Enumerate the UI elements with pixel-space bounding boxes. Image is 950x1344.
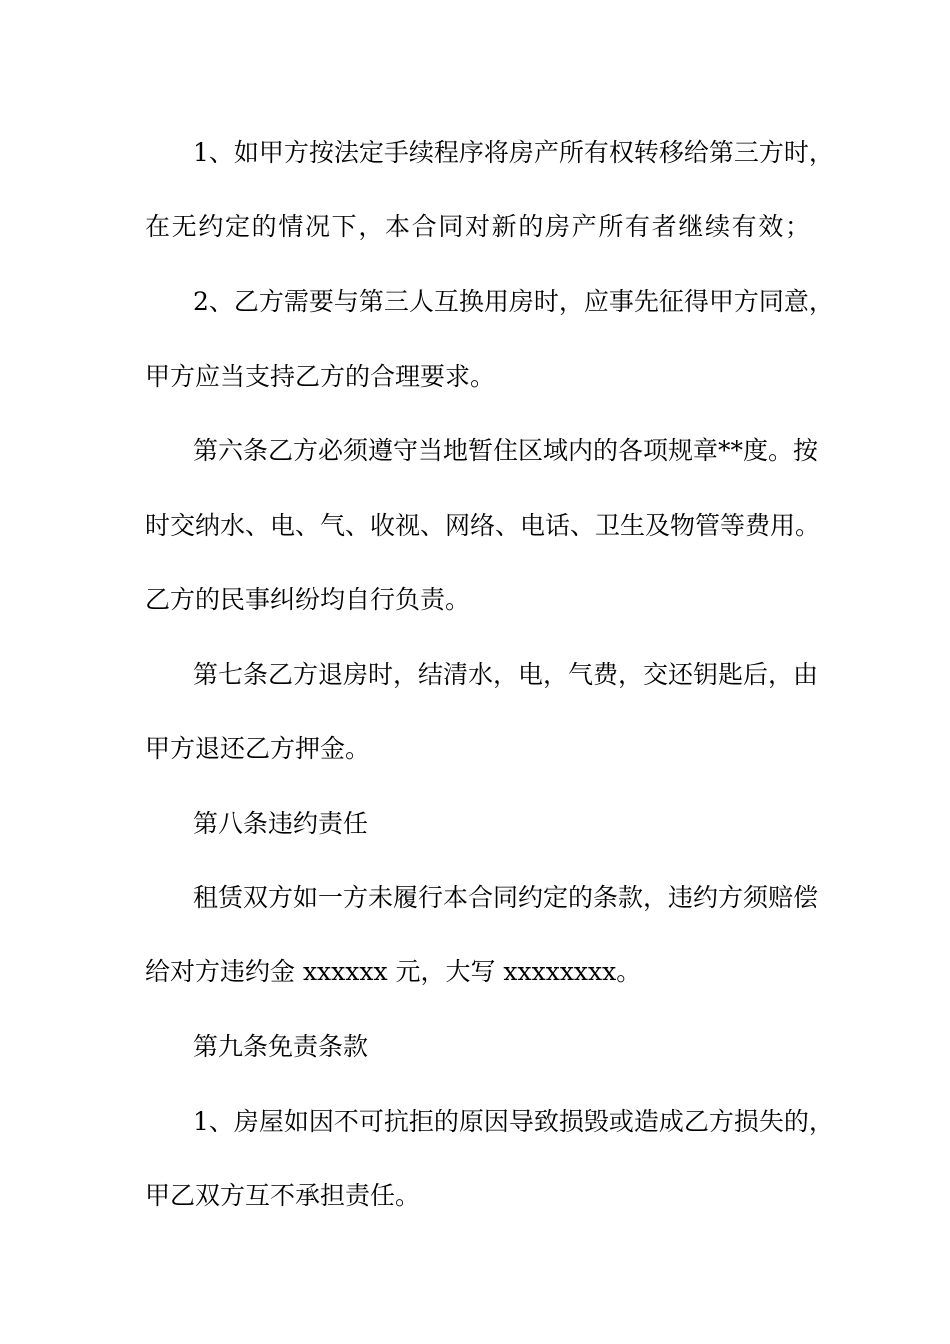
clause-line: 甲方退还乙方押金。 <box>145 734 371 763</box>
clause-line: 第六条乙方必须遵守当地暂住区域内的各项规章**度。按 <box>193 436 819 465</box>
clause-line: 1、如甲方按法定手续程序将房产所有权转移给第三方时， <box>193 138 834 167</box>
section-heading: 第九条免责条款 <box>193 1032 369 1061</box>
clause-line: 2、乙方需要与第三人互换用房时，应事先征得甲方同意， <box>193 287 834 316</box>
clause-line: 给对方违约金 xxxxxx 元，大写 xxxxxxxx。 <box>145 957 642 986</box>
clause-line: 1、房屋如因不可抗拒的原因导致损毁或造成乙方损失的， <box>193 1107 834 1136</box>
clause-line: 时交纳水、电、气、收视、网络、电话、卫生及物管等费用。 <box>145 511 821 540</box>
clause-line: 甲乙双方互不承担责任。 <box>145 1181 421 1210</box>
section-heading: 第八条违约责任 <box>193 809 369 838</box>
clause-line: 在无约定的情况下，本合同对新的房产所有者继续有效； <box>145 212 810 241</box>
clause-line: 乙方的民事纠纷均自行负责。 <box>145 585 471 614</box>
clause-line: 租赁双方如一方未履行本合同约定的条款，违约方须赔偿 <box>193 883 819 912</box>
clause-line: 甲方应当支持乙方的合理要求。 <box>145 362 496 391</box>
clause-line: 第七条乙方退房时，结清水，电，气费，交还钥匙后，由 <box>193 660 819 689</box>
